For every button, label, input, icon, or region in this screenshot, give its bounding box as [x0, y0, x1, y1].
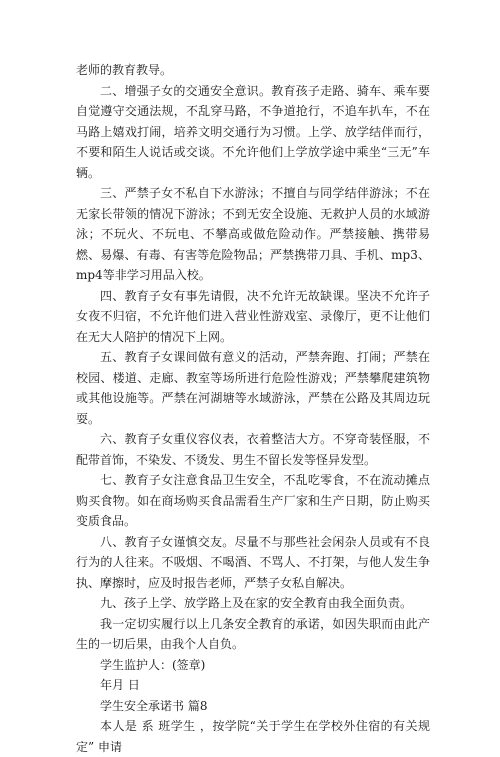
paragraph-traffic-safety: 二、增强子女的交通安全意识。教育孩子走路、骑车、乘车要自觉遵守交通法规，不乱穿马路，不争道抢行，不追车扒车，不在马路上嬉戏打闹，培养文明交通行为习惯。上学、放学结伴而行，不要和陌生人说话或交谈。不允许他们上学放学途中乘坐“三无”车辆。	[76, 83, 430, 180]
document-page	[76, 60, 430, 757]
paragraph-appearance: 六、教育子女重仪容仪表，衣着整洁大方。不穿奇装怪服，不配带首饰，不染发、不烫发、男生不留长发等怪异发型。	[76, 432, 430, 467]
guardian-signature-line: 学生监护人：(签章)	[100, 657, 206, 672]
paragraph-commitment: 我一定切实履行以上几条安全教育的承诺，如因失职而由此产生的一切后果，由我个人自负。	[76, 616, 430, 651]
paragraph-water-safety: 三、严禁子女不私自下水游泳；不擅自与同学结伴游泳；不在无家长带领的情况下游泳；不到无安全设施、无救护人员的水域游泳；不玩火、不玩电、不攀高或做危险动作。严禁接触、携带易燃、易爆、有毒、有害等危险物品；严禁携带刀具、手机、mp3、mp4等非学习用品入校。	[76, 186, 430, 282]
date-line: 年月 日	[100, 678, 140, 692]
paragraph-attendance: 四、教育子女有事先请假，决不允许无故缺课。坚决不允许子女夜不归宿，不允许他们进入营业性游戏室、录像厅，更不让他们在无大人陪护的情况下上网。	[76, 288, 430, 344]
paragraph-food-safety: 七、教育子女注意食品卫生安全，不乱吃零食，不在流动摊点购买食物。如在商场购买食品需看生产厂家和生产日期，防止购买变质食品。	[76, 473, 430, 528]
paragraph-intro-continuation: 老师的教育教导。	[76, 63, 173, 77]
paragraph-declaration-start: 本人是 系 班学生 ，按学院“关于学生在学校外住宿的有关规定” 申请	[76, 719, 430, 754]
section-heading: 学生安全承诺书 篇8	[100, 698, 208, 713]
paragraph-responsibility: 九、孩子上学、放学路上及在家的安全教育由我全面负责。	[100, 596, 413, 610]
paragraph-school-activities: 五、教育子女课间做有意义的活动，严禁奔跑、打闹；严禁在校园、楼道、走廊、教室等场所进行危险性游戏；严禁攀爬建筑物或其他设施等。严禁在河湖塘等水域游泳，严禁在公路及其周边玩耍。	[76, 350, 430, 426]
paragraph-friendships: 八、教育子女谨慎交友。尽量不与那些社会闲杂人员或有不良行为的人往来。不吸烟、不喝酒、不骂人、不打架，与他人发生争执、摩擦时，应及时报告老师，严禁子女私自解决。	[76, 534, 430, 590]
